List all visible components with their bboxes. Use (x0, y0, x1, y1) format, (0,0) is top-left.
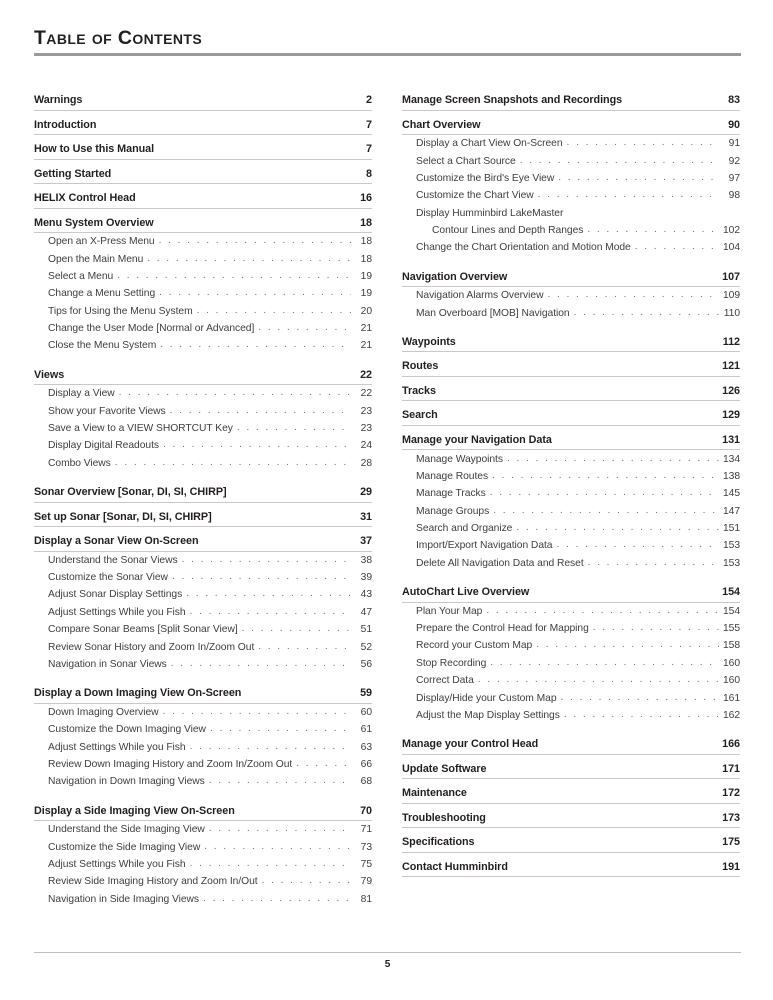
toc-entry-title: Open an X-Press Menu (48, 236, 155, 248)
toc-entry-page-number: 129 (722, 409, 740, 422)
toc-entry-page-number: 18 (360, 253, 372, 265)
dot-leader (587, 224, 719, 235)
toc-chapter-entry[interactable] (34, 135, 372, 160)
toc-section-entry[interactable] (34, 756, 372, 773)
toc-entry-title: Warnings (34, 94, 83, 106)
toc-entry-page-number: 107 (722, 270, 740, 283)
toc-entry-page-number: 31 (360, 510, 372, 523)
toc-entry-title: Review Side Imaging History and Zoom In/Out (48, 876, 258, 888)
dot-leader (210, 723, 351, 734)
footer-divider (34, 952, 741, 953)
toc-section-entry[interactable] (402, 305, 740, 322)
dot-leader (296, 758, 351, 769)
toc-chapter-entry[interactable] (402, 755, 740, 780)
toc-entry-title: Introduction (34, 118, 97, 131)
dot-leader (486, 605, 719, 616)
dot-leader (170, 405, 351, 416)
toc-section-entry[interactable] (34, 891, 372, 908)
dot-leader (538, 189, 719, 200)
toc-entry-title: Sonar Overview [Sonar, DI, SI, CHIRP] (34, 486, 227, 498)
toc-entry-title: Understand the Sonar Views (48, 554, 178, 566)
toc-entry-page-number: 97 (728, 172, 740, 184)
toc-entry-page-number: 173 (722, 811, 740, 824)
toc-section-entry[interactable] (34, 337, 372, 354)
toc-entry-title: Delete All Navigation Data and Reset (416, 557, 584, 569)
dot-leader (115, 457, 351, 468)
toc-entry-page-number: 134 (722, 453, 740, 465)
toc-entry-title: Stop Recording (416, 657, 487, 669)
toc-entry-page-number: 37 (360, 535, 372, 547)
toc-entry-title: Adjust Settings While you Fish (48, 741, 186, 753)
page-header (34, 28, 741, 56)
toc-entry-page-number: 155 (722, 623, 740, 635)
toc-entry-title: Display a View (48, 388, 115, 400)
toc-entry-page-number: 138 (722, 470, 740, 482)
toc-section-entry[interactable] (34, 873, 372, 890)
dot-leader (182, 554, 351, 565)
toc-entry-title: Close the Menu System (48, 340, 157, 352)
dot-leader (490, 657, 719, 668)
toc-entry-page-number: 158 (722, 640, 740, 652)
dot-leader (209, 823, 351, 834)
toc-entry-title: Tips for Using the Menu System (48, 305, 193, 317)
toc-chapter-entry[interactable] (402, 426, 740, 451)
toc-entry-page-number: 7 (366, 143, 372, 155)
toc-entry-page-number: 153 (722, 557, 740, 569)
toc-entry-page-number: 102 (722, 225, 740, 237)
dot-leader (516, 522, 719, 533)
toc-entry-page-number: 92 (728, 155, 740, 167)
toc-entry-title: Record your Custom Map (416, 640, 533, 652)
toc-entry-title: Customize the Chart View (416, 190, 534, 202)
dot-leader (478, 674, 719, 685)
toc-section-entry[interactable] (34, 420, 372, 437)
toc-section-entry[interactable] (34, 552, 372, 569)
toc-entry-title: Customize the Sonar View (48, 572, 168, 584)
toc-section-entry[interactable] (34, 303, 372, 320)
toc-section-entry[interactable] (34, 285, 372, 302)
toc-entry-title: Display a Down Imaging View On-Screen (34, 687, 242, 700)
toc-section-entry[interactable] (402, 222, 740, 239)
toc-entry-title: Change the User Mode [Normal or Advanced] (48, 323, 255, 335)
toc-entry-page-number: 61 (360, 724, 372, 736)
toc-entry-title: Manage Waypoints (416, 453, 503, 465)
dot-leader (507, 453, 719, 464)
toc-entry-title: Combo Views (48, 457, 111, 469)
toc-entry-page-number: 18 (360, 236, 372, 248)
dot-leader (558, 172, 719, 183)
toc-chapter-entry[interactable] (402, 263, 740, 288)
toc-section-entry[interactable] (34, 437, 372, 454)
toc-entry-title: Views (34, 368, 65, 381)
toc-entry-title: Display a Sonar View On-Screen (34, 535, 199, 547)
toc-entry-page-number: 23 (360, 423, 372, 435)
toc-entry-title: Menu System Overview (34, 216, 154, 229)
toc-chapter-entry[interactable] (34, 209, 372, 234)
toc-entry-title: Navigation in Sonar Views (48, 658, 167, 670)
toc-column-right (402, 86, 740, 908)
toc-entry-title: Manage Routes (416, 470, 489, 482)
toc-section-entry[interactable] (34, 569, 372, 586)
dot-leader (117, 270, 351, 281)
toc-entry-page-number: 24 (360, 440, 372, 452)
toc-entry-title: Navigation Alarms Overview (416, 290, 544, 302)
toc-entry-page-number: 175 (722, 836, 740, 849)
toc-entry-page-number: 154 (722, 605, 740, 617)
toc-entry-page-number: 109 (722, 290, 740, 302)
toc-entry-page-number: 63 (360, 741, 372, 753)
toc-section-entry[interactable] (34, 656, 372, 673)
toc-entry-page-number: 21 (360, 340, 372, 352)
toc-entry-title: Update Software (402, 762, 487, 775)
dot-leader (159, 235, 351, 246)
title-divider (34, 53, 741, 56)
toc-chapter-entry[interactable] (34, 361, 372, 386)
toc-chapter-entry[interactable] (402, 828, 740, 853)
dot-leader (209, 775, 351, 786)
toc-entry-page-number: 171 (722, 762, 740, 775)
toc-chapter-entry[interactable] (34, 527, 372, 552)
dot-leader (258, 322, 351, 333)
toc-entry-page-number: 154 (722, 586, 740, 598)
toc-entry-title: Manage Screen Snapshots and Recordings (402, 94, 623, 106)
toc-section-entry[interactable] (402, 450, 740, 467)
toc-section-entry[interactable] (402, 707, 740, 724)
toc-entry-page-number: 79 (360, 876, 372, 888)
toc-entry-title: Display a Side Imaging View On-Screen (34, 804, 235, 817)
toc-entry-page-number: 160 (722, 675, 740, 687)
toc-section-entry[interactable] (34, 455, 372, 472)
toc-chapter-entry[interactable] (402, 111, 740, 136)
toc-entry-title: HELIX Control Head (34, 192, 136, 204)
toc-entry-page-number: 131 (722, 433, 740, 446)
toc-entry-title: Down Imaging Overview (48, 706, 159, 718)
toc-chapter-entry[interactable] (34, 184, 372, 209)
toc-entry-page-number: 43 (360, 589, 372, 601)
toc-entry-title: Customize the Down Imaging View (48, 724, 206, 736)
toc-columns (34, 86, 741, 908)
dot-leader (160, 339, 351, 350)
toc-entry-page-number: 161 (722, 692, 740, 704)
toc-entry-title: Search and Organize (416, 523, 513, 535)
toc-chapter-entry[interactable] (402, 853, 740, 878)
toc-section-entry[interactable] (402, 135, 740, 152)
toc-entry-title: Display/Hide your Custom Map (416, 692, 557, 704)
dot-leader (190, 606, 351, 617)
toc-chapter-entry[interactable] (402, 779, 740, 804)
toc-section-entry[interactable] (402, 485, 740, 502)
toc-entry-title: Maintenance (402, 787, 467, 800)
toc-chapter-entry[interactable] (34, 111, 372, 136)
toc-entry-page-number: 66 (360, 758, 372, 770)
toc-entry-title: Adjust Settings While you Fish (48, 858, 186, 870)
toc-entry-page-number: 191 (722, 860, 740, 873)
toc-entry-page-number: 110 (723, 307, 740, 319)
toc-chapter-entry[interactable] (402, 730, 740, 755)
toc-entry-title: Adjust the Map Display Settings (416, 709, 560, 721)
toc-entry-title: Compare Sonar Beams [Split Sonar View] (48, 624, 238, 636)
dot-leader (556, 539, 719, 550)
toc-entry-title: Contact Humminbird (402, 860, 508, 873)
toc-section-entry[interactable] (34, 821, 372, 838)
toc-entry-title: Contour Lines and Depth Ranges (432, 225, 584, 237)
toc-entry-page-number: 81 (360, 893, 372, 905)
toc-entry-page-number: 112 (722, 335, 740, 348)
toc-entry-title: Understand the Side Imaging View (48, 824, 205, 836)
toc-entry-page-number: 56 (360, 658, 372, 670)
toc-entry-title: Customize the Bird's Eye View (416, 172, 555, 184)
toc-entry-page-number: 60 (360, 706, 372, 718)
toc-entry-title: Navigation in Side Imaging Views (48, 893, 200, 905)
toc-chapter-entry[interactable] (402, 804, 740, 829)
toc-entry-title: Select a Chart Source (416, 155, 516, 167)
toc-entry-title: Adjust Settings While you Fish (48, 606, 186, 618)
toc-entry-title: Manage Groups (416, 505, 490, 517)
page-title: Table of Contents (34, 27, 203, 49)
dot-leader (567, 137, 719, 148)
toc-entry-title: Show your Favorite Views (48, 405, 166, 417)
toc-entry-title: Open the Main Menu (48, 253, 144, 265)
dot-leader (204, 841, 351, 852)
toc-section-entry[interactable] (34, 320, 372, 337)
toc-section-entry[interactable] (402, 689, 740, 706)
dot-leader (561, 692, 719, 703)
toc-entry-page-number: 28 (360, 457, 372, 469)
toc-chapter-entry[interactable] (402, 328, 740, 353)
toc-entry-title: AutoChart Live Overview (402, 586, 530, 598)
toc-entry-title: Change the Chart Orientation and Motion Mode (416, 242, 631, 254)
toc-entry-page-number: 39 (360, 572, 372, 584)
dot-leader (190, 858, 351, 869)
toc-entry-page-number: 8 (366, 167, 372, 180)
toc-entry-page-number: 145 (722, 488, 740, 500)
toc-section-entry[interactable] (402, 187, 740, 204)
toc-entry-page-number: 2 (366, 94, 372, 106)
dot-leader (203, 893, 351, 904)
toc-section-entry[interactable] (402, 239, 740, 256)
toc-entry-title: Change a Menu Setting (48, 288, 156, 300)
toc-section-entry[interactable] (34, 385, 372, 402)
toc-section-entry[interactable] (34, 403, 372, 420)
toc-entry-page-number: 22 (360, 388, 372, 400)
dot-leader (190, 741, 351, 752)
toc-section-entry[interactable] (34, 621, 372, 638)
toc-section-entry[interactable] (34, 721, 372, 738)
toc-entry-title: Review Down Imaging History and Zoom In/Zoom Out (48, 758, 293, 770)
toc-entry-title: Customize the Side Imaging View (48, 841, 201, 853)
toc-section-entry[interactable] (402, 620, 740, 637)
toc-chapter-entry[interactable] (402, 86, 740, 111)
toc-section-entry[interactable] (402, 170, 740, 187)
toc-section-entry[interactable] (402, 637, 740, 654)
toc-entry-page-number: 126 (722, 384, 740, 397)
toc-entry-title: Review Sonar History and Zoom In/Zoom Out (48, 641, 255, 653)
toc-entry-title: Navigation in Down Imaging Views (48, 776, 205, 788)
dot-leader (172, 571, 351, 582)
toc-entry-page-number: 162 (722, 709, 740, 721)
toc-entry-title: Navigation Overview (402, 270, 508, 283)
toc-entry-title: Adjust Sonar Display Settings (48, 589, 183, 601)
toc-chapter-entry[interactable] (34, 797, 372, 822)
dot-leader (536, 639, 719, 650)
toc-entry-page-number: 91 (728, 138, 740, 150)
toc-section-entry[interactable] (402, 537, 740, 554)
dot-leader (574, 307, 719, 318)
toc-entry-page-number: 59 (360, 687, 372, 700)
toc-entry-page-number: 51 (360, 624, 372, 636)
toc-entry-page-number: 29 (360, 486, 372, 498)
dot-leader (237, 422, 351, 433)
dot-leader (242, 623, 351, 634)
toc-chapter-entry[interactable] (34, 478, 372, 503)
toc-chapter-entry[interactable] (402, 401, 740, 426)
dot-leader (258, 641, 351, 652)
toc-entry-title: Select a Menu (48, 270, 114, 282)
toc-chapter-entry[interactable] (34, 679, 372, 704)
toc-entry-page-number: 160 (722, 657, 740, 669)
toc-entry-page-number: 7 (366, 118, 372, 131)
toc-entry-page-number: 90 (728, 118, 740, 131)
dot-leader (163, 706, 351, 717)
toc-entry-page-number: 16 (360, 192, 372, 204)
toc-entry-title: Display a Chart View On-Screen (416, 138, 563, 150)
toc-section-entry[interactable] (34, 838, 372, 855)
toc-entry-page-number: 70 (360, 804, 372, 817)
toc-chapter-entry[interactable] (402, 578, 740, 603)
toc-entry-page-number: 68 (360, 776, 372, 788)
toc-entry-page-number: 147 (722, 505, 740, 517)
toc-entry-page-number: 73 (360, 841, 372, 853)
toc-entry-title: Import/Export Navigation Data (416, 540, 553, 552)
toc-section-entry[interactable] (34, 250, 372, 267)
toc-entry-title: Chart Overview (402, 118, 481, 131)
toc-chapter-entry[interactable] (34, 503, 372, 528)
dot-leader (635, 241, 719, 252)
toc-entry-page-number: 121 (722, 360, 740, 373)
toc-chapter-entry[interactable] (402, 377, 740, 402)
dot-leader (564, 709, 719, 720)
dot-leader (493, 505, 719, 516)
toc-entry-title: Troubleshooting (402, 811, 486, 824)
toc-section-entry[interactable] (34, 704, 372, 721)
toc-section-entry[interactable] (402, 205, 740, 222)
toc-entry-page-number: 98 (728, 190, 740, 202)
dot-leader (119, 387, 351, 398)
toc-section-entry[interactable] (402, 152, 740, 169)
dot-leader (492, 470, 719, 481)
toc-section-entry[interactable] (34, 638, 372, 655)
toc-entry-page-number: 83 (728, 94, 740, 106)
dot-leader (197, 305, 351, 316)
toc-section-entry[interactable] (402, 468, 740, 485)
toc-section-entry[interactable] (34, 268, 372, 285)
toc-section-entry[interactable] (402, 520, 740, 537)
toc-entry-title: Specifications (402, 836, 475, 849)
toc-section-entry[interactable] (402, 672, 740, 689)
toc-section-entry[interactable] (402, 655, 740, 672)
toc-entry-title: Manage your Navigation Data (402, 433, 552, 446)
toc-chapter-entry[interactable] (34, 160, 372, 185)
dot-leader (520, 155, 719, 166)
toc-entry-page-number: 151 (722, 523, 740, 535)
toc-entry-title: Routes (402, 360, 439, 373)
toc-section-entry[interactable] (34, 233, 372, 250)
toc-entry-page-number: 19 (360, 288, 372, 300)
toc-chapter-entry[interactable] (402, 352, 740, 377)
toc-entry-page-number: 75 (360, 858, 372, 870)
toc-entry-title: Manage your Control Head (402, 738, 539, 751)
toc-entry-title: Manage Tracks (416, 488, 486, 500)
toc-entry-page-number: 18 (360, 216, 372, 229)
toc-entry-title: Man Overboard [MOB] Navigation (416, 307, 570, 319)
toc-entry-page-number: 47 (360, 606, 372, 618)
dot-leader (262, 875, 351, 886)
toc-entry-page-number: 21 (360, 323, 372, 335)
toc-entry-page-number: 153 (722, 540, 740, 552)
toc-entry-page-number: 166 (722, 738, 740, 751)
dot-leader (163, 439, 351, 450)
toc-entry-title: Plan Your Map (416, 605, 483, 617)
toc-section-entry[interactable] (402, 287, 740, 304)
page-number: 5 (384, 959, 391, 970)
toc-entry-page-number: 52 (360, 641, 372, 653)
toc-entry-title: Display Humminbird LakeMaster (416, 207, 564, 219)
toc-entry-title: Display Digital Readouts (48, 440, 159, 452)
dot-leader (147, 253, 351, 264)
toc-chapter-entry[interactable] (34, 86, 372, 111)
toc-entry-title: Tracks (402, 384, 436, 397)
toc-column-left (34, 86, 372, 908)
toc-section-entry[interactable] (34, 604, 372, 621)
toc-entry-title: Prepare the Control Head for Mapping (416, 623, 589, 635)
toc-entry-title: Waypoints (402, 335, 456, 348)
toc-entry-title: How to Use this Manual (34, 143, 155, 155)
toc-section-entry[interactable] (34, 773, 372, 790)
toc-entry-page-number: 104 (722, 242, 740, 254)
dot-leader (547, 289, 719, 300)
toc-section-entry[interactable] (402, 603, 740, 620)
toc-section-entry[interactable] (402, 503, 740, 520)
toc-entry-page-number: 172 (722, 787, 740, 800)
toc-entry-page-number: 23 (360, 405, 372, 417)
dot-leader (593, 622, 719, 633)
toc-entry-title: Correct Data (416, 675, 474, 687)
toc-section-entry[interactable] (34, 856, 372, 873)
toc-section-entry[interactable] (34, 586, 372, 603)
toc-section-entry[interactable] (402, 555, 740, 572)
toc-section-entry[interactable] (34, 738, 372, 755)
toc-entry-title: Search (402, 409, 438, 422)
dot-leader (588, 557, 719, 568)
toc-entry-page-number: 20 (360, 305, 372, 317)
toc-entry-page-number: 38 (360, 554, 372, 566)
dot-leader (186, 588, 351, 599)
dot-leader (159, 287, 351, 298)
toc-entry-page-number: 71 (360, 824, 372, 836)
toc-entry-page-number: 19 (360, 270, 372, 282)
toc-entry-title: Getting Started (34, 167, 112, 180)
dot-leader (490, 487, 719, 498)
toc-entry-page-number: 22 (360, 368, 372, 381)
dot-leader (171, 658, 351, 669)
toc-entry-title: Set up Sonar [Sonar, DI, SI, CHIRP] (34, 510, 212, 523)
page-footer (34, 952, 741, 970)
toc-entry-title: Save a View to a VIEW SHORTCUT Key (48, 423, 233, 435)
